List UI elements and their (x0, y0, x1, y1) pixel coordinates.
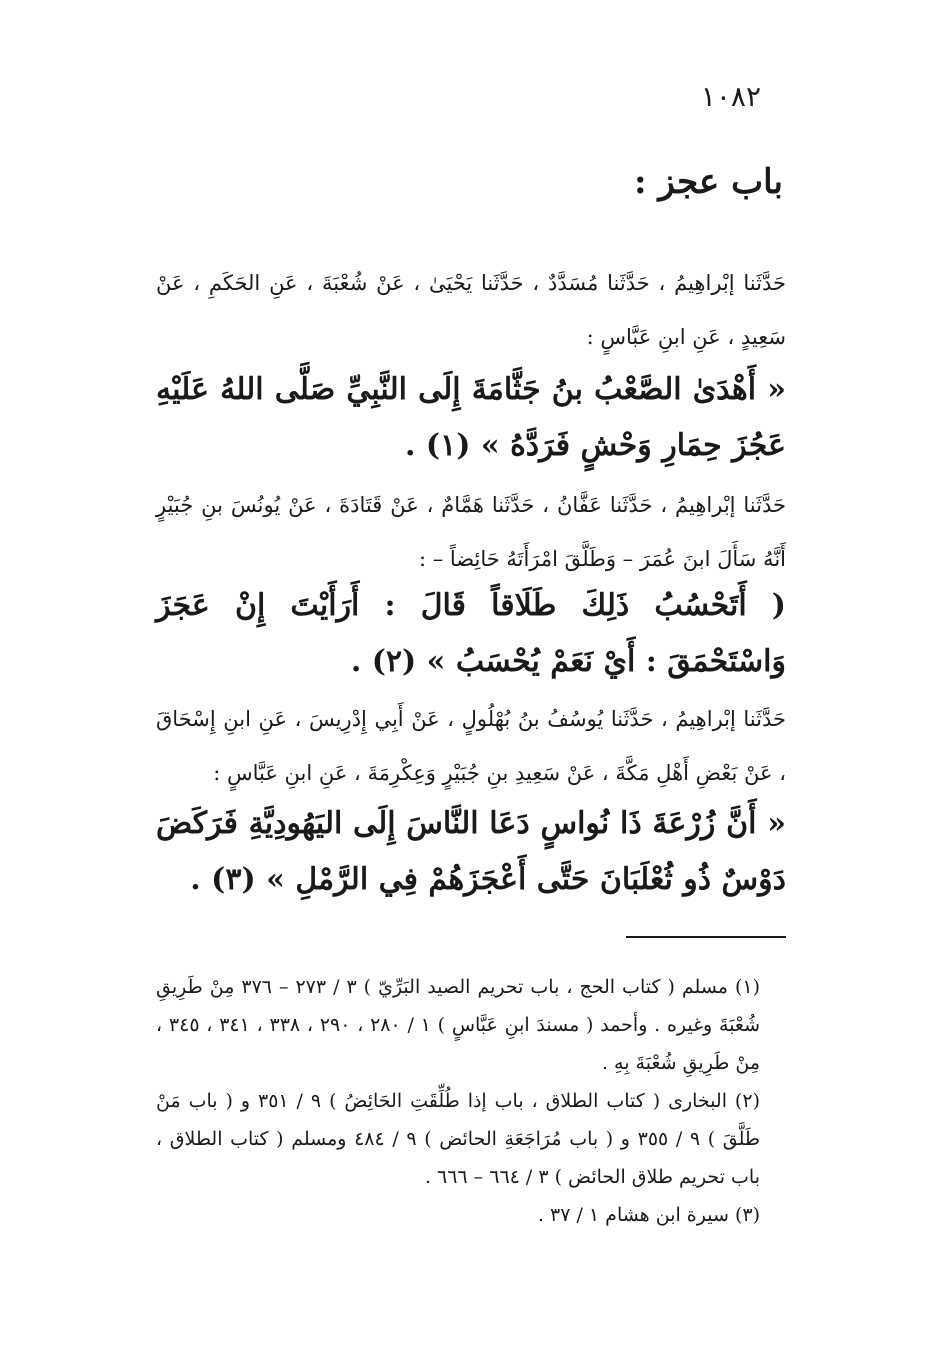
page-number: ١٠٨٢ (700, 80, 761, 113)
hadith-2-matn: ( أَتَحْسُبُ ذَلِكَ طَلَاقاً قَالَ : أَرَأَيْتَ إِنْ عَجَزَ وَاسْتَحْمَقَ : أَيْ نَعَمْ يُحْسَبُ » (٢) . (156, 588, 786, 679)
hadith-3-isnad: حَدَّثَنا إبْراهِيمُ ، حَدَّثَنا يُوسُفُ بنُ بُهْلُولٍ ، عَنْ أَبِي إِدْرِيسَ ، عَنِ ابنِ إِسْحَاقَ ، عَنْ بَعْضِ أَهْلِ مَكَّةَ ، عَنْ سَعِيدِ بنِ جُبَيْرٍ وَعِكْرِمَةَ ، عَنِ ابنِ عَبَّاسٍ : (156, 707, 786, 785)
footnotes (156, 968, 786, 1234)
hadith-1-matn: « أَهْدَىٰ الصَّعْبُ بنُ جَثَّامَةَ إِلَى النَّبِيِّ صَلَّى اللهُ عَلَيْهِ عَجُزَ حِمَارِ وَحْشٍ فَرَدَّهُ » (١) . (156, 372, 786, 463)
chapter-title: باب عجز : (633, 162, 783, 202)
footnote-3: (٣) سيرة ابن هشام ١ / ٣٧ . (537, 1204, 760, 1226)
footnote-divider (626, 936, 786, 938)
hadith-1-isnad: حَدَّثَنا إبْراهِيمُ ، حَدَّثَنا مُسَدَّدٌ ، حَدَّثَنا يَحْيَىٰ ، عَنْ شُعْبَةَ ، عَنِ الحَكَمِ ، عَنْ سَعِيدٍ ، عَنِ ابنِ عَبَّاسٍ : (156, 271, 786, 349)
footnote-1: (١) مسلم ( كتاب الحج ، باب تحريم الصيد البَرِّيّ ) ٣ / ٢٧٣ – ٣٧٦ مِنْ طَرِيقِ شُعْبَةَ وغيره . وأحمد ( مسندَ ابنِ عَبَّاسٍ ) ١ / ٢٨٠ ، ٢٩٠ ، ٣٣٨ ، ٣٤١ ، ٣٤٥ ، مِنْ طَرِيقِ شُعْبَةَ بِهِ . (156, 976, 760, 1074)
hadith-2-isnad: حَدَّثَنا إبْراهِيمُ ، حَدَّثَنا عَفَّانُ ، حَدَّثَنا هَمَّامٌ ، عَنْ قَتَادَةَ ، عَنْ يُونُسَ بنِ جُبَيْرٍ أَنَّهُ سَأَلَ ابنَ عُمَرَ – وَطَلَّقَ امْرَأَتَهُ حَائِضاً – : (156, 493, 786, 571)
footnote-2: (٢) البخارى ( كتاب الطلاق ، باب إذا طُلِّقَتِ الحَائِضُ ) ٩ / ٣٥١ و ( باب مَنْ طَلَّقَ ) ٩ / ٣٥٥ و ( باب مُرَاجَعَةِ الحائض ) ٩ / ٤٨٤ ومسلم ( كتاب الطلاق ، باب تحريم طلاق الحائض ) ٣ / ٦٦٤ – ٦٦٦ . (156, 1090, 761, 1188)
hadith-3-matn: « أَنَّ زُرْعَةَ ذَا نُواسٍ دَعَا النَّاسَ إِلَى اليَهُودِيَّةِ فَرَكَضَ دَوْسٌ ذُو ثُعْلَبَانَ حَتَّى أَعْجَزَهُمْ فِي الرَّمْلِ » (٣) . (156, 806, 786, 897)
